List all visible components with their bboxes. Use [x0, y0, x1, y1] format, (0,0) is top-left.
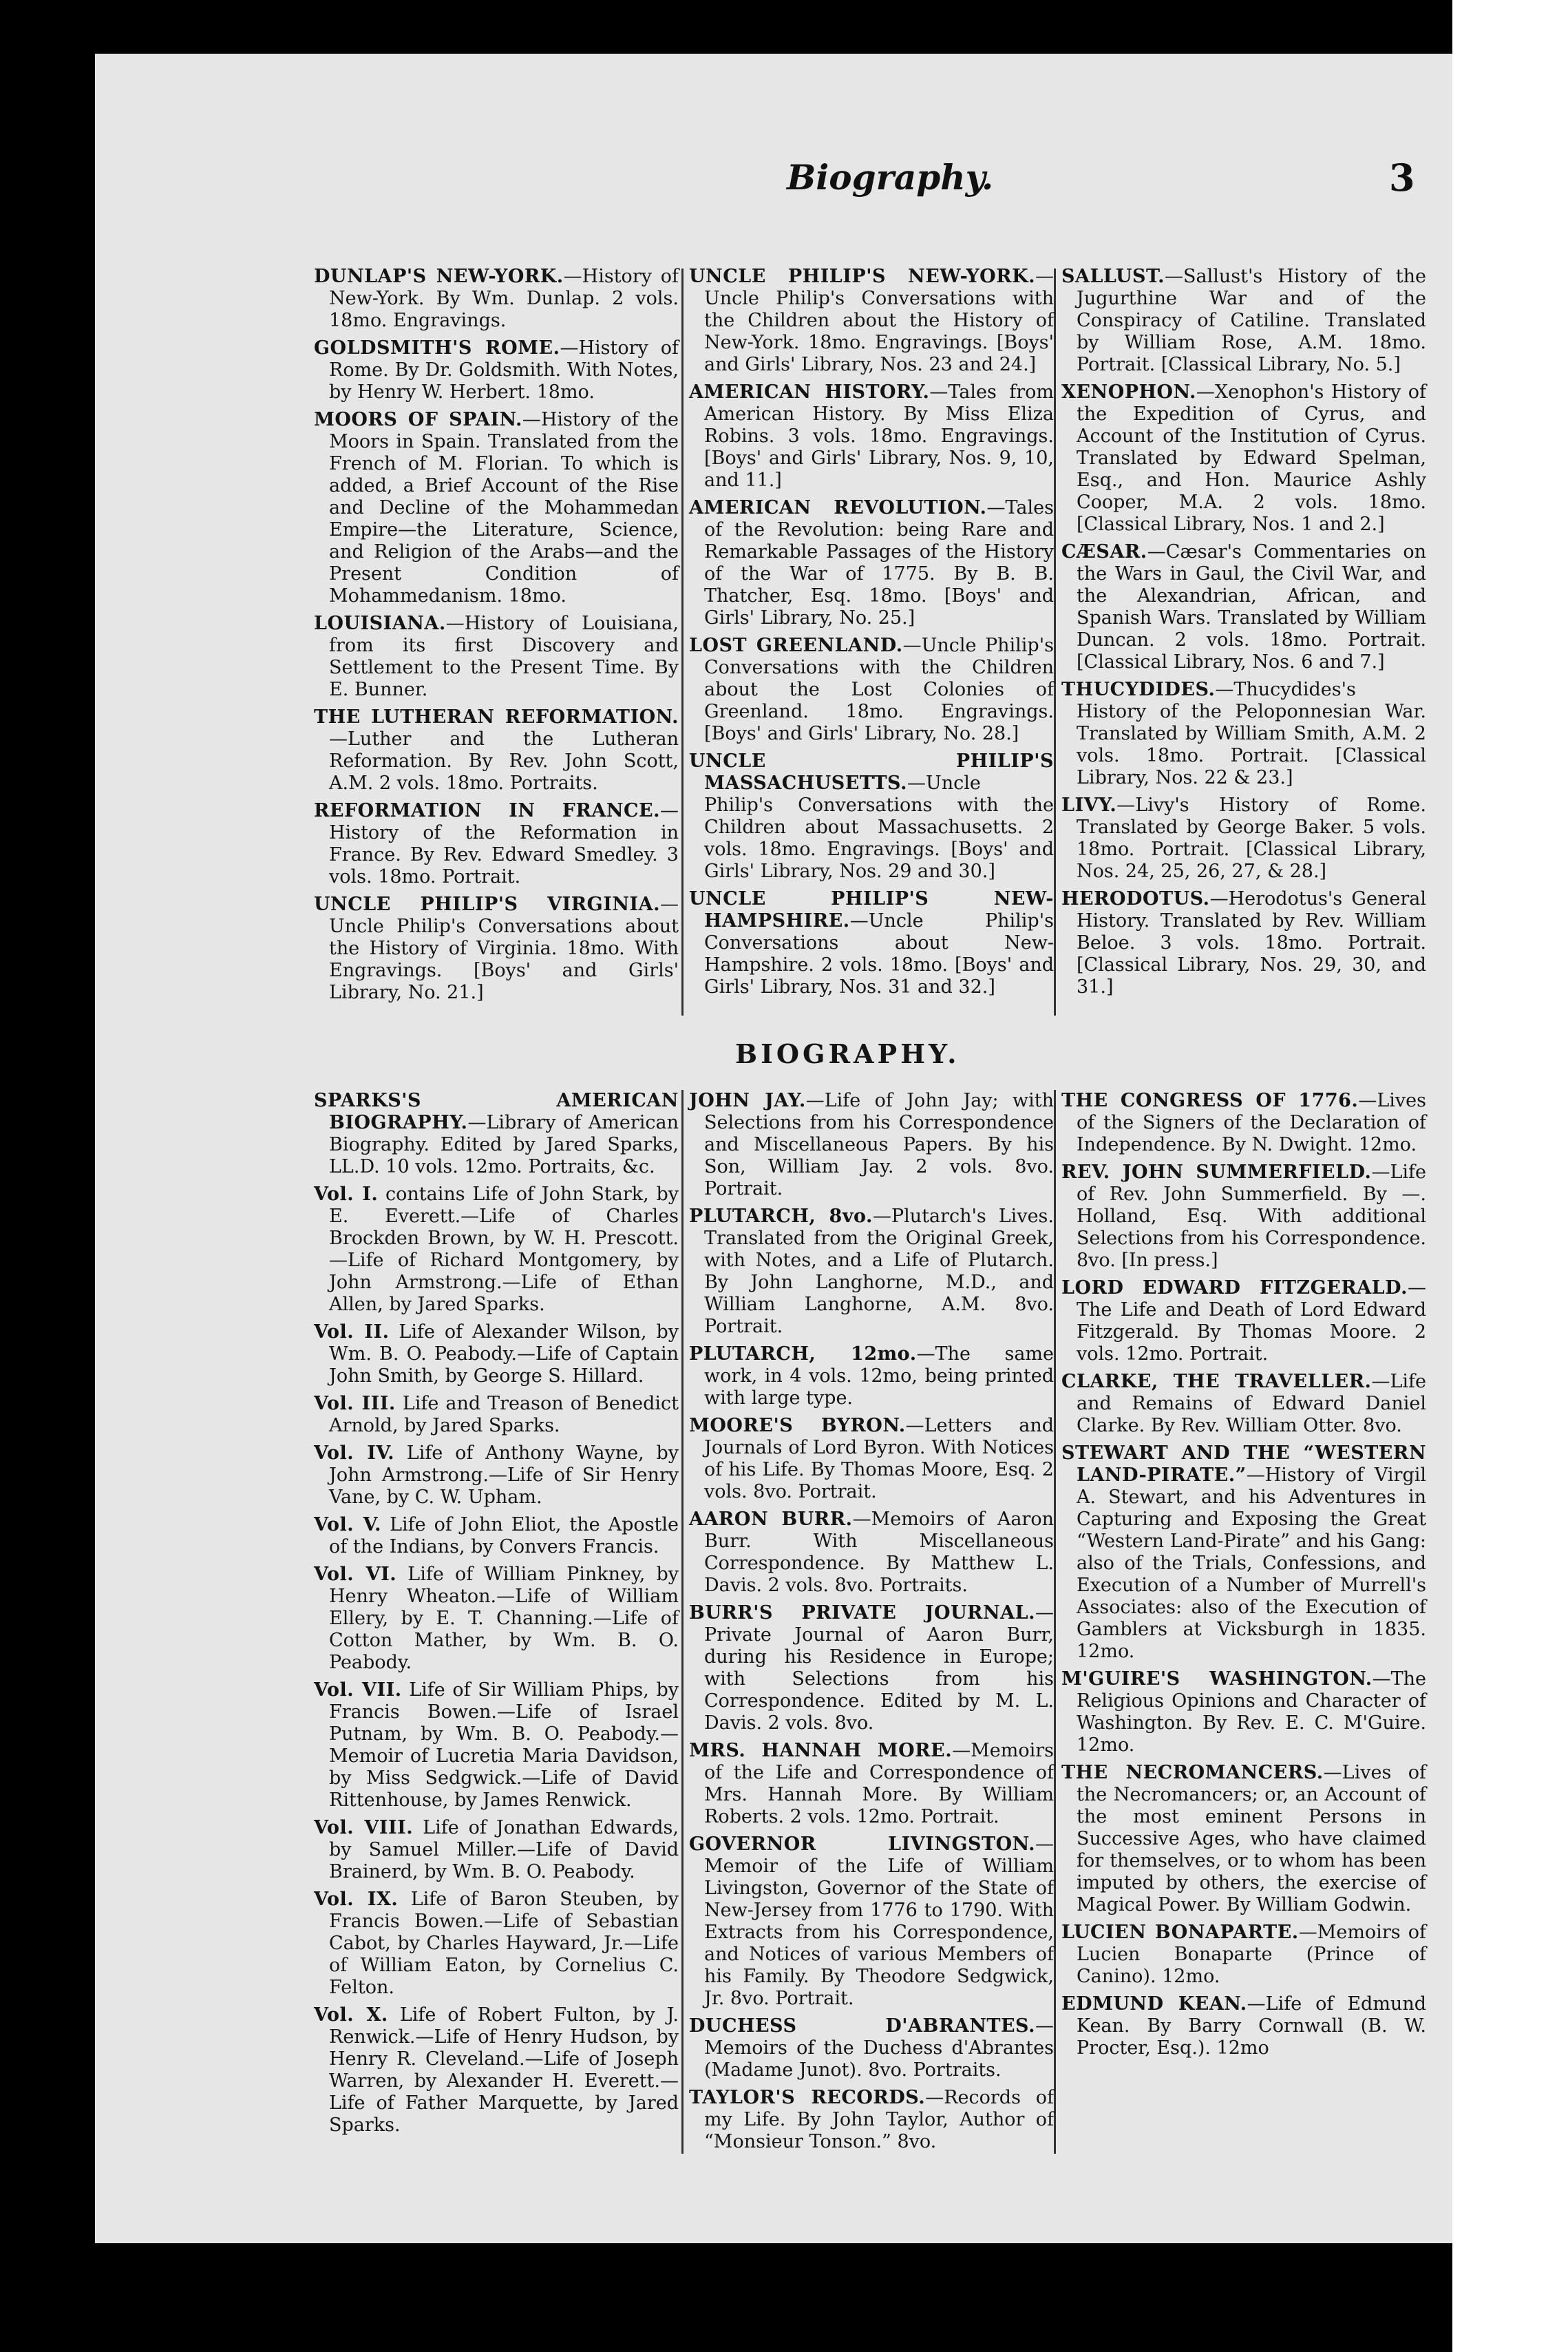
entry-description: —The same work, in 4 vols. 12mo, being printed with large type. — [704, 1343, 1055, 1409]
catalogue-entry — [689, 1090, 1054, 1200]
entry-heading: UNCLE PHILIP'S VIRGINIA. — [314, 894, 660, 915]
entry-description: —Xenophon's History of the Expedition of Cyrus, and Account of the Institution of Cyrus. Translated by Edward Spelman, Esq., and Hon. Maurice Ashly Cooper, M.A. 2 vols. 18mo. [Classical Library, Nos. 1 and 2.] — [1077, 381, 1426, 535]
catalogue-entry — [314, 1090, 679, 1178]
entry-description: —The Religious Opinions and Character of Washington. By Rev. E. C. M'Guire. 12mo. — [1077, 1668, 1426, 1756]
entry-heading: PLUTARCH, 8vo. — [689, 1206, 873, 1227]
entry-heading: Vol. X. — [314, 2004, 388, 2026]
entry-heading: MOORS OF SPAIN. — [314, 409, 522, 430]
entry-heading: UNCLE PHILIP'S MASSACHUSETTS. — [689, 750, 1054, 794]
entry-heading: HERODOTUS. — [1061, 888, 1210, 910]
catalogue-entry — [314, 1393, 679, 1437]
catalogue-entry — [314, 337, 679, 403]
catalogue-entry — [689, 2087, 1054, 2153]
top-column-2 — [689, 266, 1054, 1020]
book-page — [95, 54, 1452, 2243]
entry-heading: STEWART AND THE “WESTERN LAND-PIRATE.” — [1061, 1442, 1426, 1486]
bottom-column-3 — [1061, 1090, 1426, 2157]
entry-description: Life of Baron Steuben, by Francis Bowen.—Life of Sebastian Cabot, by Charles Hayward, Jr.—Life of William Eaton, by Cornelius C. Felton. — [329, 1889, 679, 1998]
catalogue-entry — [314, 613, 679, 701]
entry-heading: Vol. VIII. — [314, 1817, 414, 1838]
scan-margin — [1452, 0, 1568, 2352]
bottom-column-2 — [689, 1090, 1054, 2157]
entry-heading: THE CONGRESS OF 1776. — [1061, 1090, 1359, 1111]
catalogue-entry — [314, 1442, 679, 1509]
entry-heading: REFORMATION IN FRANCE. — [314, 800, 660, 821]
entry-description: —Memoirs of the Life and Correspondence of Mrs. Hannah More. By William Roberts. 2 vols. 12mo. Portrait. — [704, 1740, 1054, 1827]
entry-description: contains Life of John Stark, by E. Everett.—Life of Charles Brockden Brown, by W. H. Prescott.—Life of Richard Montgomery, by John Armstrong.—Life of Ethan Allen, by Jared Sparks. — [329, 1184, 679, 1315]
entry-heading: SALLUST. — [1061, 266, 1165, 287]
catalogue-entry — [314, 1514, 679, 1558]
entry-heading: BURR'S PRIVATE JOURNAL. — [689, 1602, 1035, 1624]
entry-description: Life of John Eliot, the Apostle of the Indians, by Convers Francis. — [329, 1514, 679, 1557]
page-number: 3 — [1389, 156, 1415, 200]
bottom-column-1 — [314, 1090, 679, 2157]
entry-heading: M'GUIRE'S WASHINGTON. — [1061, 1668, 1373, 1690]
entry-heading: CÆSAR. — [1061, 541, 1147, 563]
catalogue-entry — [314, 800, 679, 888]
column-rule — [681, 269, 684, 1016]
catalogue-entry — [689, 1834, 1054, 2010]
entry-description: —Uncle Philip's Conversations with the Children about Massachusetts. 2 vols. 18mo. Engravings. [Boys' and Girls' Library, Nos. 29 and 30.] — [704, 773, 1054, 882]
entry-heading: CLARKE, THE TRAVELLER. — [1061, 1371, 1372, 1392]
catalogue-entry — [1061, 1090, 1426, 1156]
entry-heading: AMERICAN REVOLUTION. — [689, 497, 987, 518]
catalogue-entry — [1061, 1668, 1426, 1756]
entry-description: —Livy's History of Rome. Translated by George Baker. 5 vols. 18mo. Portrait. [Classical Library, Nos. 24, 25, 26, 27, & 28.] — [1077, 795, 1426, 882]
catalogue-entry — [689, 266, 1054, 376]
entry-description: Life of Jonathan Edwards, by Samuel Miller.—Life of David Brainerd, by Wm. B. O. Peabody. — [329, 1817, 679, 1882]
catalogue-entry — [689, 2015, 1054, 2081]
entry-description: —Memoirs of Lucien Bonaparte (Prince of Canino). 12mo. — [1077, 1922, 1426, 1987]
entry-description: Life of Anthony Wayne, by John Armstrong.—Life of Sir Henry Vane, by C. W. Upham. — [329, 1442, 679, 1508]
entry-heading: AARON BURR. — [689, 1509, 853, 1530]
catalogue-entry — [689, 888, 1054, 998]
entry-description: —Library of American Biography. Edited by Jared Sparks, LL.D. 10 vols. 12mo. Portraits, &c. — [329, 1112, 679, 1177]
entry-description: —Memoir of the Life of William Livingston, Governor of the State of New-Jersey from 1776 to 1790. With Extracts from his Correspondence, and Notices of various Members of his Family. By Theodore Sedgwick, Jr. 8vo. Portrait. — [704, 1834, 1054, 2009]
catalogue-entry — [314, 1564, 679, 1674]
entry-heading: THE NECROMANCERS. — [1061, 1762, 1324, 1783]
entry-description: Life and Treason of Benedict Arnold, by Jared Sparks. — [329, 1393, 679, 1436]
catalogue-entry — [314, 1321, 679, 1387]
entry-heading: MOORE'S BYRON. — [689, 1415, 906, 1436]
entry-description: Life of Robert Fulton, by J. Renwick.—Life of Henry Hudson, by Henry R. Cleveland.—Life of Joseph Warren, by Alexander H. Everett.—Life of Father Marquette, by Jared Sparks. — [329, 2004, 679, 2136]
entry-description: Life of Alexander Wilson, by Wm. B. O. Peabody.—Life of Captain John Smith, by George S. Hillard. — [329, 1321, 679, 1387]
catalogue-entry — [689, 750, 1054, 883]
running-title: Biography. — [787, 157, 994, 198]
entry-heading: GOLDSMITH'S ROME. — [314, 337, 560, 359]
entry-description: —Tales of the Revolution: being Rare and Remarkable Passages of the History of the War of 1775. By B. B. Thatcher, Esq. 18mo. [Boys' and Girls' Library, No. 25.] — [704, 497, 1054, 629]
entry-heading: JOHN JAY. — [689, 1090, 806, 1111]
entry-description: —Lives of the Necromancers; or, an Account of the most eminent Persons in Successive Ages, who have claimed for themselves, or to whom has been imputed by others, the exercise of Magical Power. By William Godwin. — [1077, 1762, 1427, 1915]
entry-description: —Luther and the Lutheran Reformation. By Rev. John Scott, A.M. 2 vols. 18mo. Portraits. — [329, 728, 679, 794]
catalogue-entry — [689, 1740, 1054, 1828]
entry-description: —History of Virgil A. Stewart, and his Adventures in Capturing and Exposing the Great “Western Land-Pirate” and his Gang: also of the Trials, Confessions, and Execution of a Number of Murrell's Associates: also of the Execution of Gamblers at Vicksburgh in 1835. 12mo. — [1077, 1464, 1426, 1662]
catalogue-entry — [1061, 381, 1426, 536]
catalogue-entry — [314, 2004, 679, 2136]
catalogue-entry — [1061, 541, 1426, 673]
entry-heading: Vol. IV. — [314, 1442, 395, 1464]
entry-description: —Letters and Journals of Lord Byron. With Notices of his Life. By Thomas Moore, Esq. 2 vols. 8vo. Portrait. — [704, 1415, 1054, 1502]
catalogue-entry — [1061, 1162, 1426, 1272]
entry-description: —Records of my Life. By John Taylor, Author of “Monsieur Tonson.” 8vo. — [704, 2087, 1055, 2152]
entry-description: —History of Louisiana, from its first Discovery and Settlement to the Present Time. By E. Bunner. — [329, 613, 679, 700]
entry-description: —Private Journal of Aaron Burr, during his Residence in Europe; with Selections from his Correspondence. Edited by M. L. Davis. 2 vols. 8vo. — [704, 1602, 1054, 1734]
entry-description: Life of William Pinkney, by Henry Wheaton.—Life of William Ellery, by E. T. Channing.—Life of Cotton Mather, by Wm. B. O. Peabody. — [329, 1564, 679, 1673]
entry-heading: Vol. III. — [314, 1393, 396, 1414]
catalogue-entry — [314, 1184, 679, 1316]
entry-heading: DUNLAP'S NEW-YORK. — [314, 266, 564, 287]
entry-description: —Uncle Philip's Conversations about New-Hampshire. 2 vols. 18mo. [Boys' and Girls' Library, Nos. 31 and 32.] — [704, 910, 1054, 998]
entry-heading: REV. JOHN SUMMERFIELD. — [1061, 1162, 1372, 1183]
entry-description: —Herodotus's General History. Translated by Rev. William Beloe. 3 vols. 18mo. Portrait. [Classical Library, Nos. 29, 30, and 31.] — [1077, 888, 1426, 998]
catalogue-entry — [1061, 266, 1426, 376]
catalogue-entry — [1061, 1442, 1426, 1663]
entry-description: —Life of Edmund Kean. By Barry Cornwall (B. W. Procter, Esq.). 12mo — [1077, 1993, 1426, 2059]
entry-heading: Vol. V. — [314, 1514, 382, 1535]
entry-heading: TAYLOR'S RECORDS. — [689, 2087, 926, 2108]
entry-description: —Cæsar's Commentaries on the Wars in Gaul, the Civil War, and the Alexandrian, African, and Spanish Wars. Translated by William Duncan. 2 vols. 18mo. Portrait. [Classical Library, Nos. 6 and 7.] — [1077, 541, 1426, 673]
entry-heading: UNCLE PHILIP'S NEW-HAMPSHIRE. — [689, 888, 1054, 932]
entry-heading: PLUTARCH, 12mo. — [689, 1343, 917, 1365]
entry-heading: GOVERNOR LIVINGSTON. — [689, 1834, 1035, 1855]
top-column-1 — [314, 266, 679, 1020]
catalogue-entry — [1061, 888, 1426, 998]
catalogue-entry — [314, 266, 679, 332]
catalogue-entry — [689, 1206, 1054, 1338]
catalogue-entry — [314, 409, 679, 607]
entry-description: —Life and Remains of Edward Daniel Clarke. By Rev. William Otter. 8vo. — [1077, 1371, 1426, 1436]
entry-description: —History of New-York. By Wm. Dunlap. 2 vols. 18mo. Engravings. — [329, 266, 679, 331]
catalogue-entry — [1061, 1922, 1426, 1988]
entry-heading: LUCIEN BONAPARTE. — [1061, 1922, 1299, 1943]
entry-description: —Sallust's History of the Jugurthine War and of the Conspiracy of Catiline. Translated by William Rose, A.M. 18mo. Portrait. [Classical Library, No. 5.] — [1077, 266, 1426, 375]
entry-heading: LORD EDWARD FITZGERALD. — [1061, 1277, 1408, 1299]
entry-heading: THE LUTHERAN REFORMATION. — [314, 706, 679, 728]
entry-heading: XENOPHON. — [1061, 381, 1196, 403]
catalogue-entry — [1061, 1993, 1426, 2059]
catalogue-entry — [689, 1415, 1054, 1503]
catalogue-entry — [1061, 1762, 1426, 1916]
entry-description: —The Life and Death of Lord Edward Fitzgerald. By Thomas Moore. 2 vols. 12mo. Portrait. — [1077, 1277, 1426, 1365]
catalogue-entry — [314, 706, 679, 795]
catalogue-entry — [689, 1509, 1054, 1597]
top-column-3 — [1061, 266, 1426, 1020]
entry-description: —Memoirs of the Duchess d'Abrantes (Madame Junot). 8vo. Portraits. — [704, 2015, 1054, 2081]
entry-description: —Uncle Philip's Conversations with the Children about the Lost Colonies of Greenland. 18mo. Engravings. [Boys' and Girls' Library, No. 28.] — [704, 635, 1054, 744]
entry-description: —Thucydides's History of the Peloponnesian War. Translated by William Smith, A.M. 2 vols. 18mo. Portrait. [Classical Library, Nos. 22 & 23.] — [1077, 679, 1426, 788]
catalogue-entry — [1061, 1371, 1426, 1437]
entry-description: —Lives of the Signers of the Declaration of Independence. By N. Dwight. 12mo. — [1077, 1090, 1426, 1155]
catalogue-entry — [314, 894, 679, 1004]
entry-description: —Memoirs of Aaron Burr. With Miscellaneous Correspondence. By Matthew L. Davis. 2 vols. 8vo. Portraits. — [704, 1509, 1054, 1596]
entry-description: —Plutarch's Lives. Translated from the Original Greek, with Notes, and a Life of Plutarch. By John Langhorne, M.D., and William Langhorne, A.M. 8vo. Portrait. — [704, 1206, 1054, 1337]
entry-description: —Uncle Philip's Conversations about the History of Virginia. 18mo. With Engravings. [Boys' and Girls' Library, No. 21.] — [329, 894, 679, 1003]
entry-description: —Tales from American History. By Miss Eliza Robins. 3 vols. 18mo. Engravings. [Boys' and Girls' Library, Nos. 9, 10, and 11.] — [704, 381, 1054, 491]
entry-heading: Vol. VII. — [314, 1679, 402, 1701]
column-rule — [681, 1090, 684, 2154]
entry-description: —History of Rome. By Dr. Goldsmith. With Notes, by Henry W. Herbert. 18mo. — [329, 337, 679, 403]
catalogue-entry — [314, 1817, 679, 1883]
catalogue-entry — [689, 1343, 1054, 1409]
entry-heading: DUCHESS D'ABRANTES. — [689, 2015, 1035, 2037]
entry-heading: LIVY. — [1061, 795, 1117, 816]
catalogue-entry — [1061, 1277, 1426, 1365]
catalogue-entry — [689, 1602, 1054, 1734]
entry-heading: Vol. VI. — [314, 1564, 397, 1585]
entry-heading: MRS. HANNAH MORE. — [689, 1740, 953, 1761]
entry-heading: SPARKS'S AMERICAN BIOGRAPHY. — [314, 1090, 679, 1133]
entry-heading: UNCLE PHILIP'S NEW-YORK. — [689, 266, 1035, 287]
entry-description: —Uncle Philip's Conversations with the Children about the History of New-York. 18mo. Engravings. [Boys' and Girls' Library, Nos. 23 and 24.] — [704, 266, 1054, 375]
entry-description: —History of the Moors in Spain. Translated from the French of M. Florian. To which is added, a Brief Account of the Rise and Decline of the Mohammedan Empire—the Literature, Science, and Religion of the Arabs—and the Present Condition of Mohammedanism. 18mo. — [329, 409, 679, 607]
entry-heading: Vol. II. — [314, 1321, 390, 1343]
catalogue-entry — [689, 635, 1054, 745]
catalogue-entry — [689, 497, 1054, 629]
entry-description: —History of the Reformation in France. By Rev. Edward Smedley. 3 vols. 18mo. Portrait. — [329, 800, 679, 888]
column-rule — [1054, 269, 1056, 1016]
catalogue-entry — [689, 381, 1054, 492]
entry-heading: EDMUND KEAN. — [1061, 1993, 1247, 2015]
catalogue-entry — [314, 1889, 679, 1999]
catalogue-entry — [1061, 795, 1426, 883]
entry-description: —Life of Rev. John Summerfield. By —. Holland, Esq. With additional Selections from his Correspondence. 8vo. [In press.] — [1077, 1162, 1426, 1271]
section-heading: BIOGRAPHY. — [735, 1038, 960, 1069]
entry-heading: LOST GREENLAND. — [689, 635, 903, 656]
entry-heading: AMERICAN HISTORY. — [689, 381, 930, 403]
catalogue-entry — [314, 1679, 679, 1812]
entry-heading: LOUISIANA. — [314, 613, 446, 634]
entry-heading: Vol. IX. — [314, 1889, 399, 1910]
column-rule — [1054, 1090, 1056, 2154]
catalogue-entry — [1061, 679, 1426, 789]
entry-heading: Vol. I. — [314, 1184, 379, 1205]
entry-description: Life of Sir William Phips, by Francis Bowen.—Life of Israel Putnam, by Wm. B. O. Peabody.—Memoir of Lucretia Maria Davidson, by Miss Sedgwick.—Life of David Rittenhouse, by James Renwick. — [329, 1679, 679, 1811]
entry-description: —Life of John Jay; with Selections from his Correspondence and Miscellaneous Papers. By his Son, William Jay. 2 vols. 8vo. Portrait. — [704, 1090, 1054, 1199]
running-header — [95, 157, 1452, 219]
entry-heading: THUCYDIDES. — [1061, 679, 1216, 700]
